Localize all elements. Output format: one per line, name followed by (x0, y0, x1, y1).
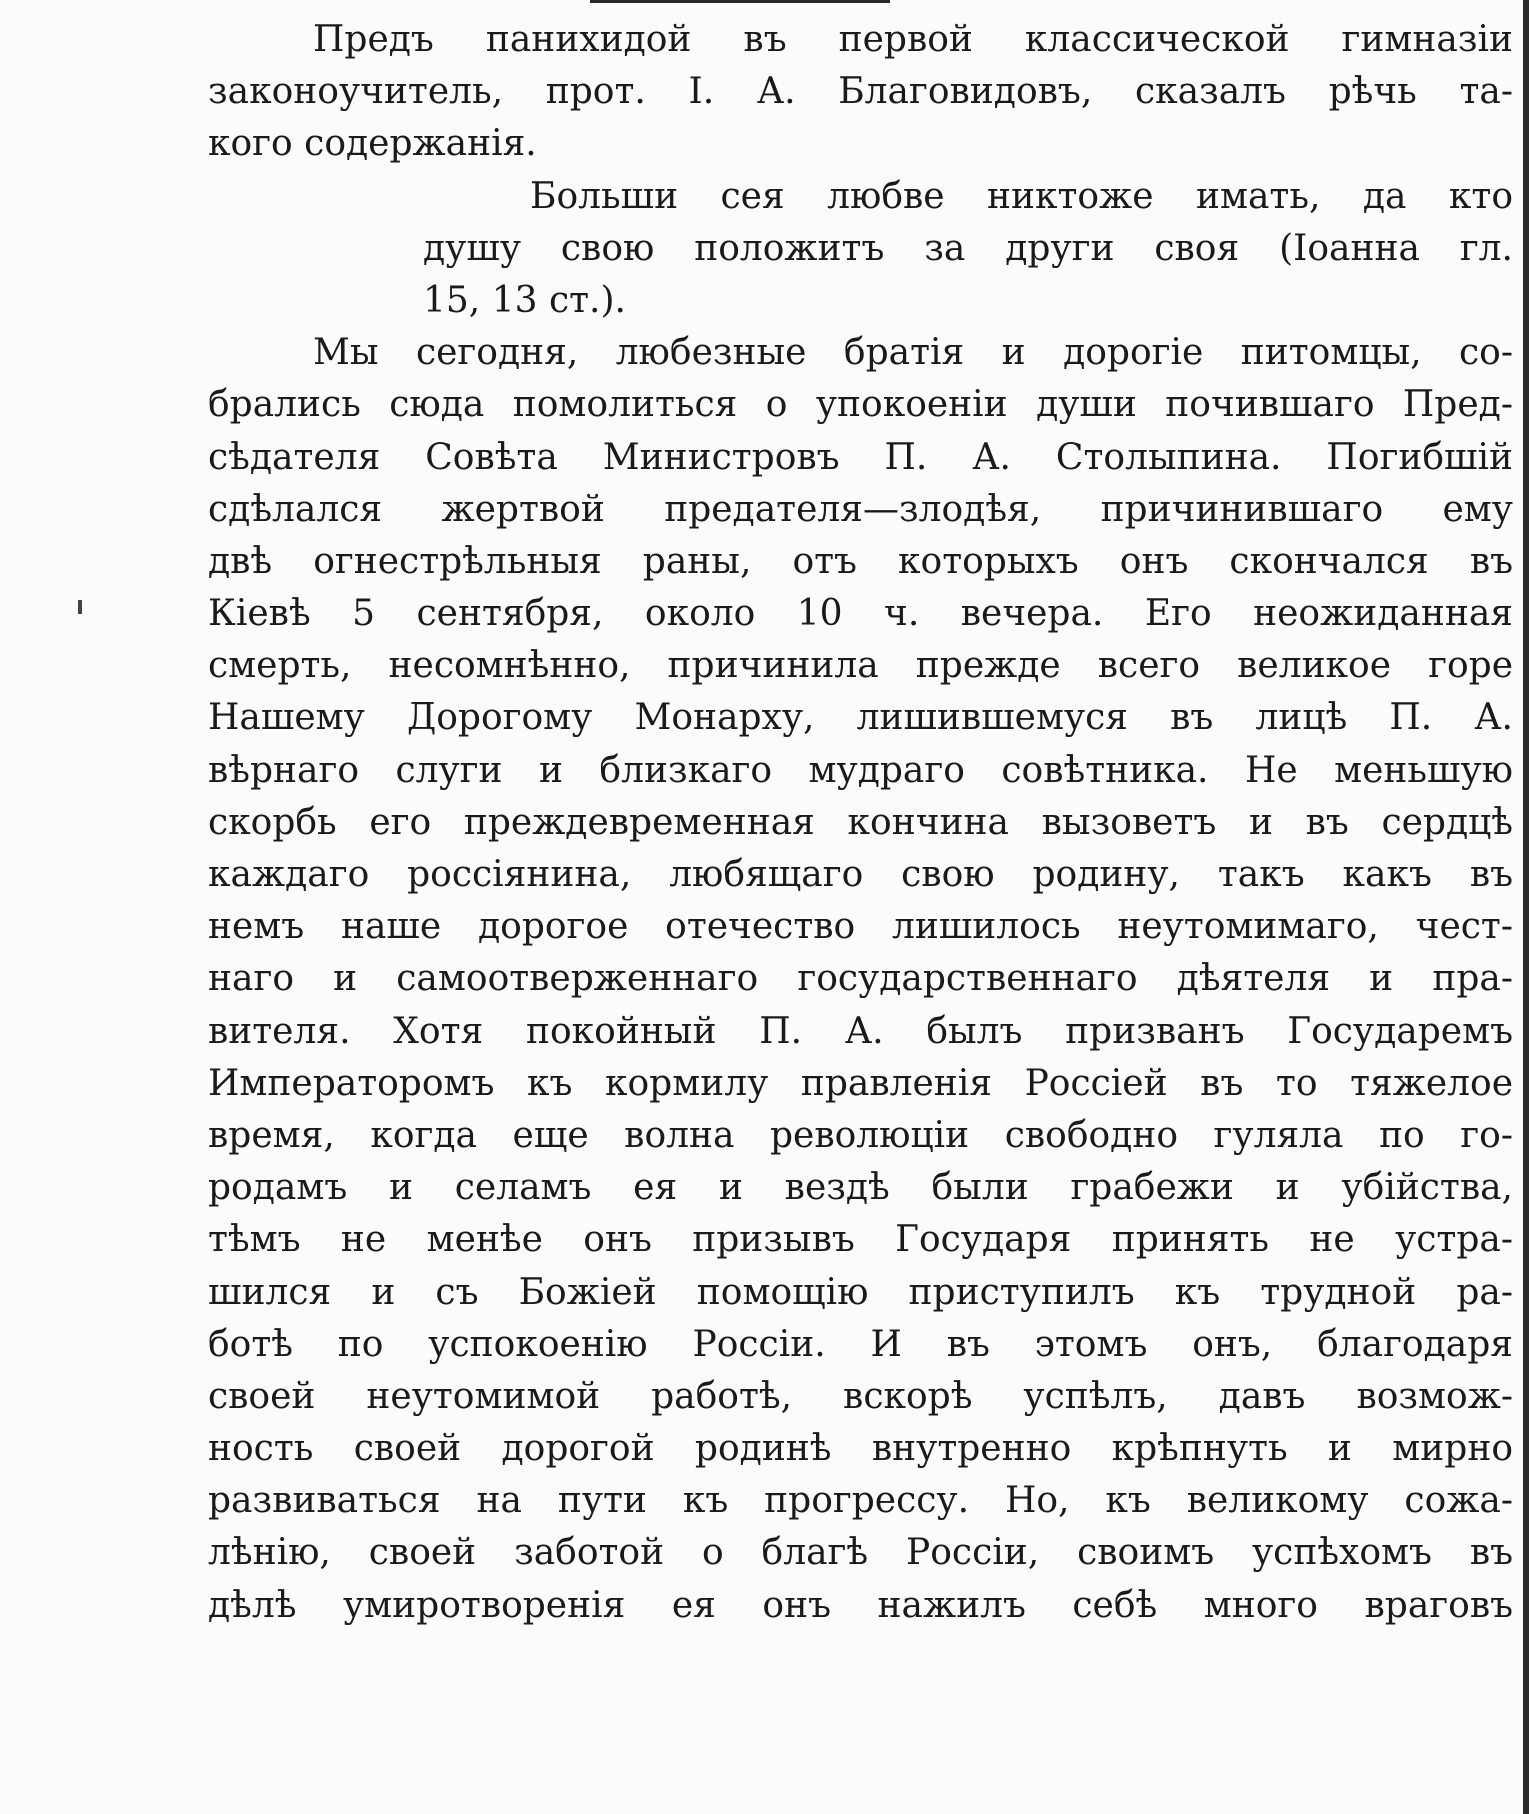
body-line: двѣ огнестрѣльныя раны, отъ которыхъ онъ скончался въ (208, 540, 1513, 582)
body-line: ботѣ по успокоенію Россіи. И въ этомъ онъ, благодаря (208, 1323, 1513, 1365)
intro-line: кого содержанія. (208, 123, 537, 165)
epigraph-line: 15, 13 ст.). (423, 279, 626, 321)
body-line: вѣрнаго слуги и близкаго мудраго совѣтника. Не меньшую (208, 749, 1513, 791)
body-line: ность своей дорогой родинѣ внутренно крѣпнуть и мирно (208, 1428, 1513, 1470)
body-line: сдѣлался жертвой предателя—злодѣя, причинившаго ему (208, 488, 1513, 530)
body-line: родамъ и селамъ ея и вездѣ были грабежи и убійства, (208, 1167, 1513, 1209)
body-line: каждаго россіянина, любящаго свою родину, такъ какъ въ (208, 854, 1513, 895)
body-line: немъ наше дорогое отечество лишилось неутомимаго, чест- (208, 906, 1513, 948)
body-line: своей неутомимой работѣ, вскорѣ успѣлъ, давъ возмож- (208, 1375, 1513, 1417)
body-line: смерть, несомнѣнно, причинила прежде всего великое горе (208, 645, 1513, 687)
body-line: наго и самоотверженнаго государственнаго дѣятеля и пра- (208, 958, 1513, 1000)
epigraph-line: Больши сея любве никтоже имать, да кто (530, 175, 1513, 217)
body-line: сѣдателя Совѣта Министровъ П. А. Столыпина. Погибшій (208, 436, 1513, 478)
margin-mark (78, 600, 82, 614)
body-line: Нашему Дорогому Монарху, лишившемуся въ лицѣ П. А. (208, 697, 1513, 739)
text-block (208, 14, 1513, 1632)
page-edge (1523, 0, 1529, 1814)
intro-line: Предъ панихидой въ первой классической гимназіи (313, 19, 1513, 60)
body-line: брались сюда помолиться о упокоеніи души почившаго Пред- (208, 384, 1513, 426)
top-rule (590, 0, 890, 3)
body-line: лѣнію, своей заботой о благѣ Россіи, своимъ успѣхомъ въ (208, 1532, 1513, 1574)
body-line: развиваться на пути къ прогрессу. Но, къ великому сожа- (208, 1480, 1513, 1522)
body-line: Императоромъ къ кормилу правленія Россіей въ то тяжелое (208, 1062, 1513, 1104)
epigraph-line: душу свою положитъ за други своя (Іоанна гл. (423, 227, 1513, 269)
body-line: дѣлѣ умиротворенія ея онъ нажилъ себѣ много враговъ (208, 1584, 1513, 1626)
body-line: шился и съ Божіей помощію приступилъ къ трудной ра- (208, 1271, 1513, 1313)
body-line: время, когда еще волна революціи свободно гуляла по го- (208, 1114, 1513, 1156)
intro-line: законоучитель, прот. І. А. Благовидовъ, сказалъ рѣчь та- (208, 71, 1513, 113)
body-line: скорбь его преждевременная кончина вызоветъ и въ сердцѣ (208, 801, 1513, 843)
body-line: вителя. Хотя покойный П. А. былъ призванъ Государемъ (208, 1010, 1513, 1052)
body-line: Мы сегодня, любезные братія и дорогіе питомцы, со- (313, 332, 1513, 374)
body-line: тѣмъ не менѣе онъ призывъ Государя принять не устра- (208, 1219, 1513, 1261)
body-line: Кіевѣ 5 сентября, около 10 ч. вечера. Его неожиданная (208, 593, 1513, 635)
